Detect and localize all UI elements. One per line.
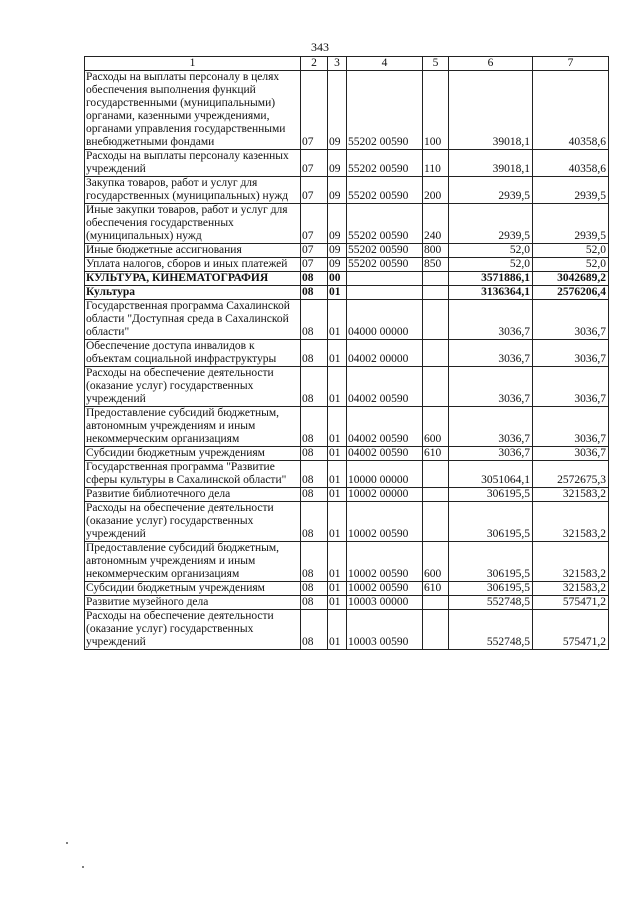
row-name-cell: Субсидии бюджетным учреждениям xyxy=(85,447,301,461)
expense-type-cell xyxy=(423,272,449,286)
expense-type-cell: 800 xyxy=(423,244,449,258)
row-name-cell: Закупка товаров, работ и услуг для государственных (муниципальных) нужд xyxy=(85,177,301,204)
expense-type-cell: 100 xyxy=(423,71,449,150)
amount-cell: 575471,2 xyxy=(533,596,609,610)
target-article-cell: 04002 00590 xyxy=(347,367,423,407)
target-article-cell: 10003 00590 xyxy=(347,610,423,650)
section-code-cell: 07 xyxy=(301,71,328,150)
expense-type-cell xyxy=(423,340,449,367)
row-name-cell: Расходы на обеспечение деятельности (оказание услуг) государственных учреждений xyxy=(85,610,301,650)
subsection-code-cell: 01 xyxy=(328,596,347,610)
target-article-cell: 04002 00590 xyxy=(347,407,423,447)
target-article-cell: 55202 00590 xyxy=(347,150,423,177)
section-code-cell: 08 xyxy=(301,461,328,488)
column-header: 7 xyxy=(533,57,609,71)
subsection-code-cell: 01 xyxy=(328,286,347,300)
table-row xyxy=(85,204,609,244)
amount-cell: 3036,7 xyxy=(449,367,533,407)
subsection-code-cell: 01 xyxy=(328,488,347,502)
expense-type-cell: 110 xyxy=(423,150,449,177)
amount-cell: 2576206,4 xyxy=(533,286,609,300)
section-code-cell: 08 xyxy=(301,596,328,610)
amount-cell: 2939,5 xyxy=(449,177,533,204)
subsection-code-cell: 09 xyxy=(328,258,347,272)
subsection-code-cell: 01 xyxy=(328,407,347,447)
scan-speck xyxy=(66,842,68,844)
expense-type-cell xyxy=(423,596,449,610)
amount-cell: 52,0 xyxy=(449,244,533,258)
expense-type-cell: 610 xyxy=(423,447,449,461)
amount-cell: 2939,5 xyxy=(533,204,609,244)
amount-cell: 306195,5 xyxy=(449,582,533,596)
amount-cell: 321583,2 xyxy=(533,542,609,582)
table-row xyxy=(85,488,609,502)
table-row xyxy=(85,542,609,582)
amount-cell: 40358,6 xyxy=(533,150,609,177)
row-name-cell: Расходы на выплаты персоналу казенных учреждений xyxy=(85,150,301,177)
row-name-cell: Государственная программа Сахалинской области "Доступная среда в Сахалинской области" xyxy=(85,300,301,340)
amount-cell: 3036,7 xyxy=(533,447,609,461)
amount-cell: 321583,2 xyxy=(533,488,609,502)
amount-cell: 552748,5 xyxy=(449,610,533,650)
amount-cell: 52,0 xyxy=(533,244,609,258)
target-article-cell: 04000 00000 xyxy=(347,300,423,340)
row-name-cell: КУЛЬТУРА, КИНЕМАТОГРАФИЯ xyxy=(85,272,301,286)
amount-cell: 3036,7 xyxy=(449,340,533,367)
target-article-cell: 10000 00000 xyxy=(347,461,423,488)
row-name-cell: Расходы на выплаты персоналу в целях обеспечения выполнения функций государственными (муниципальными) органами, казенными учреждениями, органами управления государственными внебюджетными фондами xyxy=(85,71,301,150)
amount-cell: 39018,1 xyxy=(449,71,533,150)
subsection-code-cell: 01 xyxy=(328,461,347,488)
expense-type-cell xyxy=(423,488,449,502)
subsection-code-cell: 09 xyxy=(328,150,347,177)
row-name-cell: Предоставление субсидий бюджетным, автономным учреждениям и иным некоммерческим организациям xyxy=(85,542,301,582)
target-article-cell: 04002 00000 xyxy=(347,340,423,367)
section-code-cell: 07 xyxy=(301,177,328,204)
target-article-cell: 04002 00590 xyxy=(347,447,423,461)
target-article-cell: 10002 00590 xyxy=(347,582,423,596)
section-code-cell: 07 xyxy=(301,258,328,272)
table-row xyxy=(85,461,609,488)
target-article-cell: 55202 00590 xyxy=(347,244,423,258)
amount-cell: 3042689,2 xyxy=(533,272,609,286)
amount-cell: 575471,2 xyxy=(533,610,609,650)
table-row xyxy=(85,582,609,596)
table-row xyxy=(85,596,609,610)
amount-cell: 2572675,3 xyxy=(533,461,609,488)
expense-type-cell xyxy=(423,502,449,542)
section-code-cell: 08 xyxy=(301,340,328,367)
row-name-cell: Культура xyxy=(85,286,301,300)
subsection-code-cell: 00 xyxy=(328,272,347,286)
table-row xyxy=(85,272,609,286)
subsection-code-cell: 01 xyxy=(328,367,347,407)
target-article-cell: 55202 00590 xyxy=(347,177,423,204)
amount-cell: 321583,2 xyxy=(533,502,609,542)
subsection-code-cell: 01 xyxy=(328,582,347,596)
section-code-cell: 08 xyxy=(301,542,328,582)
row-name-cell: Расходы на обеспечение деятельности (оказание услуг) государственных учреждений xyxy=(85,502,301,542)
target-article-cell: 55202 00590 xyxy=(347,71,423,150)
section-code-cell: 07 xyxy=(301,150,328,177)
scan-speck xyxy=(82,866,84,868)
target-article-cell xyxy=(347,272,423,286)
section-code-cell: 08 xyxy=(301,300,328,340)
section-code-cell: 08 xyxy=(301,407,328,447)
amount-cell: 2939,5 xyxy=(449,204,533,244)
table-row xyxy=(85,340,609,367)
row-name-cell: Иные бюджетные ассигнования xyxy=(85,244,301,258)
section-code-cell: 08 xyxy=(301,610,328,650)
section-code-cell: 08 xyxy=(301,286,328,300)
target-article-cell: 10002 00590 xyxy=(347,542,423,582)
row-name-cell: Уплата налогов, сборов и иных платежей xyxy=(85,258,301,272)
subsection-code-cell: 09 xyxy=(328,71,347,150)
expense-type-cell: 600 xyxy=(423,542,449,582)
table-row xyxy=(85,502,609,542)
expense-type-cell: 610 xyxy=(423,582,449,596)
amount-cell: 3136364,1 xyxy=(449,286,533,300)
section-code-cell: 08 xyxy=(301,447,328,461)
target-article-cell: 10002 00000 xyxy=(347,488,423,502)
table-row xyxy=(85,150,609,177)
amount-cell: 306195,5 xyxy=(449,488,533,502)
table-row xyxy=(85,258,609,272)
expense-type-cell xyxy=(423,300,449,340)
row-name-cell: Расходы на обеспечение деятельности (оказание услуг) государственных учреждений xyxy=(85,367,301,407)
amount-cell: 3036,7 xyxy=(449,447,533,461)
expense-type-cell: 600 xyxy=(423,407,449,447)
row-name-cell: Иные закупки товаров, работ и услуг для обеспечения государственных (муниципальных) нужд xyxy=(85,204,301,244)
amount-cell: 3036,7 xyxy=(533,300,609,340)
target-article-cell xyxy=(347,286,423,300)
section-code-cell: 08 xyxy=(301,367,328,407)
amount-cell: 52,0 xyxy=(449,258,533,272)
table-row xyxy=(85,367,609,407)
expense-type-cell: 200 xyxy=(423,177,449,204)
expense-type-cell: 240 xyxy=(423,204,449,244)
table-row xyxy=(85,71,609,150)
target-article-cell: 55202 00590 xyxy=(347,258,423,272)
amount-cell: 39018,1 xyxy=(449,150,533,177)
subsection-code-cell: 01 xyxy=(328,340,347,367)
row-name-cell: Государственная программа "Развитие сферы культуры в Сахалинской области" xyxy=(85,461,301,488)
section-code-cell: 08 xyxy=(301,488,328,502)
amount-cell: 552748,5 xyxy=(449,596,533,610)
row-name-cell: Развитие библиотечного дела xyxy=(85,488,301,502)
expense-type-cell xyxy=(423,461,449,488)
section-code-cell: 08 xyxy=(301,582,328,596)
column-header: 6 xyxy=(449,57,533,71)
section-code-cell: 07 xyxy=(301,244,328,258)
target-article-cell: 10003 00000 xyxy=(347,596,423,610)
amount-cell: 3051064,1 xyxy=(449,461,533,488)
section-code-cell: 07 xyxy=(301,204,328,244)
column-header: 2 xyxy=(301,57,328,71)
amount-cell: 321583,2 xyxy=(533,582,609,596)
table-row xyxy=(85,300,609,340)
amount-cell: 306195,5 xyxy=(449,502,533,542)
page-number: 343 xyxy=(311,40,329,54)
expense-type-cell xyxy=(423,610,449,650)
table-row xyxy=(85,177,609,204)
expense-type-cell: 850 xyxy=(423,258,449,272)
expense-type-cell xyxy=(423,367,449,407)
row-name-cell: Развитие музейного дела xyxy=(85,596,301,610)
table-row xyxy=(85,286,609,300)
amount-cell: 306195,5 xyxy=(449,542,533,582)
table-row xyxy=(85,407,609,447)
subsection-code-cell: 09 xyxy=(328,244,347,258)
column-header: 3 xyxy=(328,57,347,71)
subsection-code-cell: 01 xyxy=(328,502,347,542)
row-name-cell: Субсидии бюджетным учреждениям xyxy=(85,582,301,596)
row-name-cell: Предоставление субсидий бюджетным, автономным учреждениям и иным некоммерческим организациям xyxy=(85,407,301,447)
amount-cell: 3036,7 xyxy=(533,367,609,407)
amount-cell: 3036,7 xyxy=(533,340,609,367)
table-row xyxy=(85,447,609,461)
column-header: 1 xyxy=(85,57,301,71)
amount-cell: 3571886,1 xyxy=(449,272,533,286)
amount-cell: 2939,5 xyxy=(533,177,609,204)
subsection-code-cell: 01 xyxy=(328,300,347,340)
amount-cell: 3036,7 xyxy=(449,300,533,340)
amount-cell: 40358,6 xyxy=(533,71,609,150)
target-article-cell: 55202 00590 xyxy=(347,204,423,244)
column-header: 4 xyxy=(347,57,423,71)
column-header-row xyxy=(85,57,609,71)
target-article-cell: 10002 00590 xyxy=(347,502,423,542)
amount-cell: 3036,7 xyxy=(449,407,533,447)
table-row xyxy=(85,610,609,650)
amount-cell: 52,0 xyxy=(533,258,609,272)
subsection-code-cell: 09 xyxy=(328,204,347,244)
subsection-code-cell: 01 xyxy=(328,610,347,650)
amount-cell: 3036,7 xyxy=(533,407,609,447)
section-code-cell: 08 xyxy=(301,272,328,286)
subsection-code-cell: 01 xyxy=(328,447,347,461)
column-header: 5 xyxy=(423,57,449,71)
subsection-code-cell: 09 xyxy=(328,177,347,204)
table-row xyxy=(85,244,609,258)
budget-table xyxy=(84,56,609,650)
subsection-code-cell: 01 xyxy=(328,542,347,582)
row-name-cell: Обеспечение доступа инвалидов к объектам социальной инфраструктуры xyxy=(85,340,301,367)
expense-type-cell xyxy=(423,286,449,300)
section-code-cell: 08 xyxy=(301,502,328,542)
